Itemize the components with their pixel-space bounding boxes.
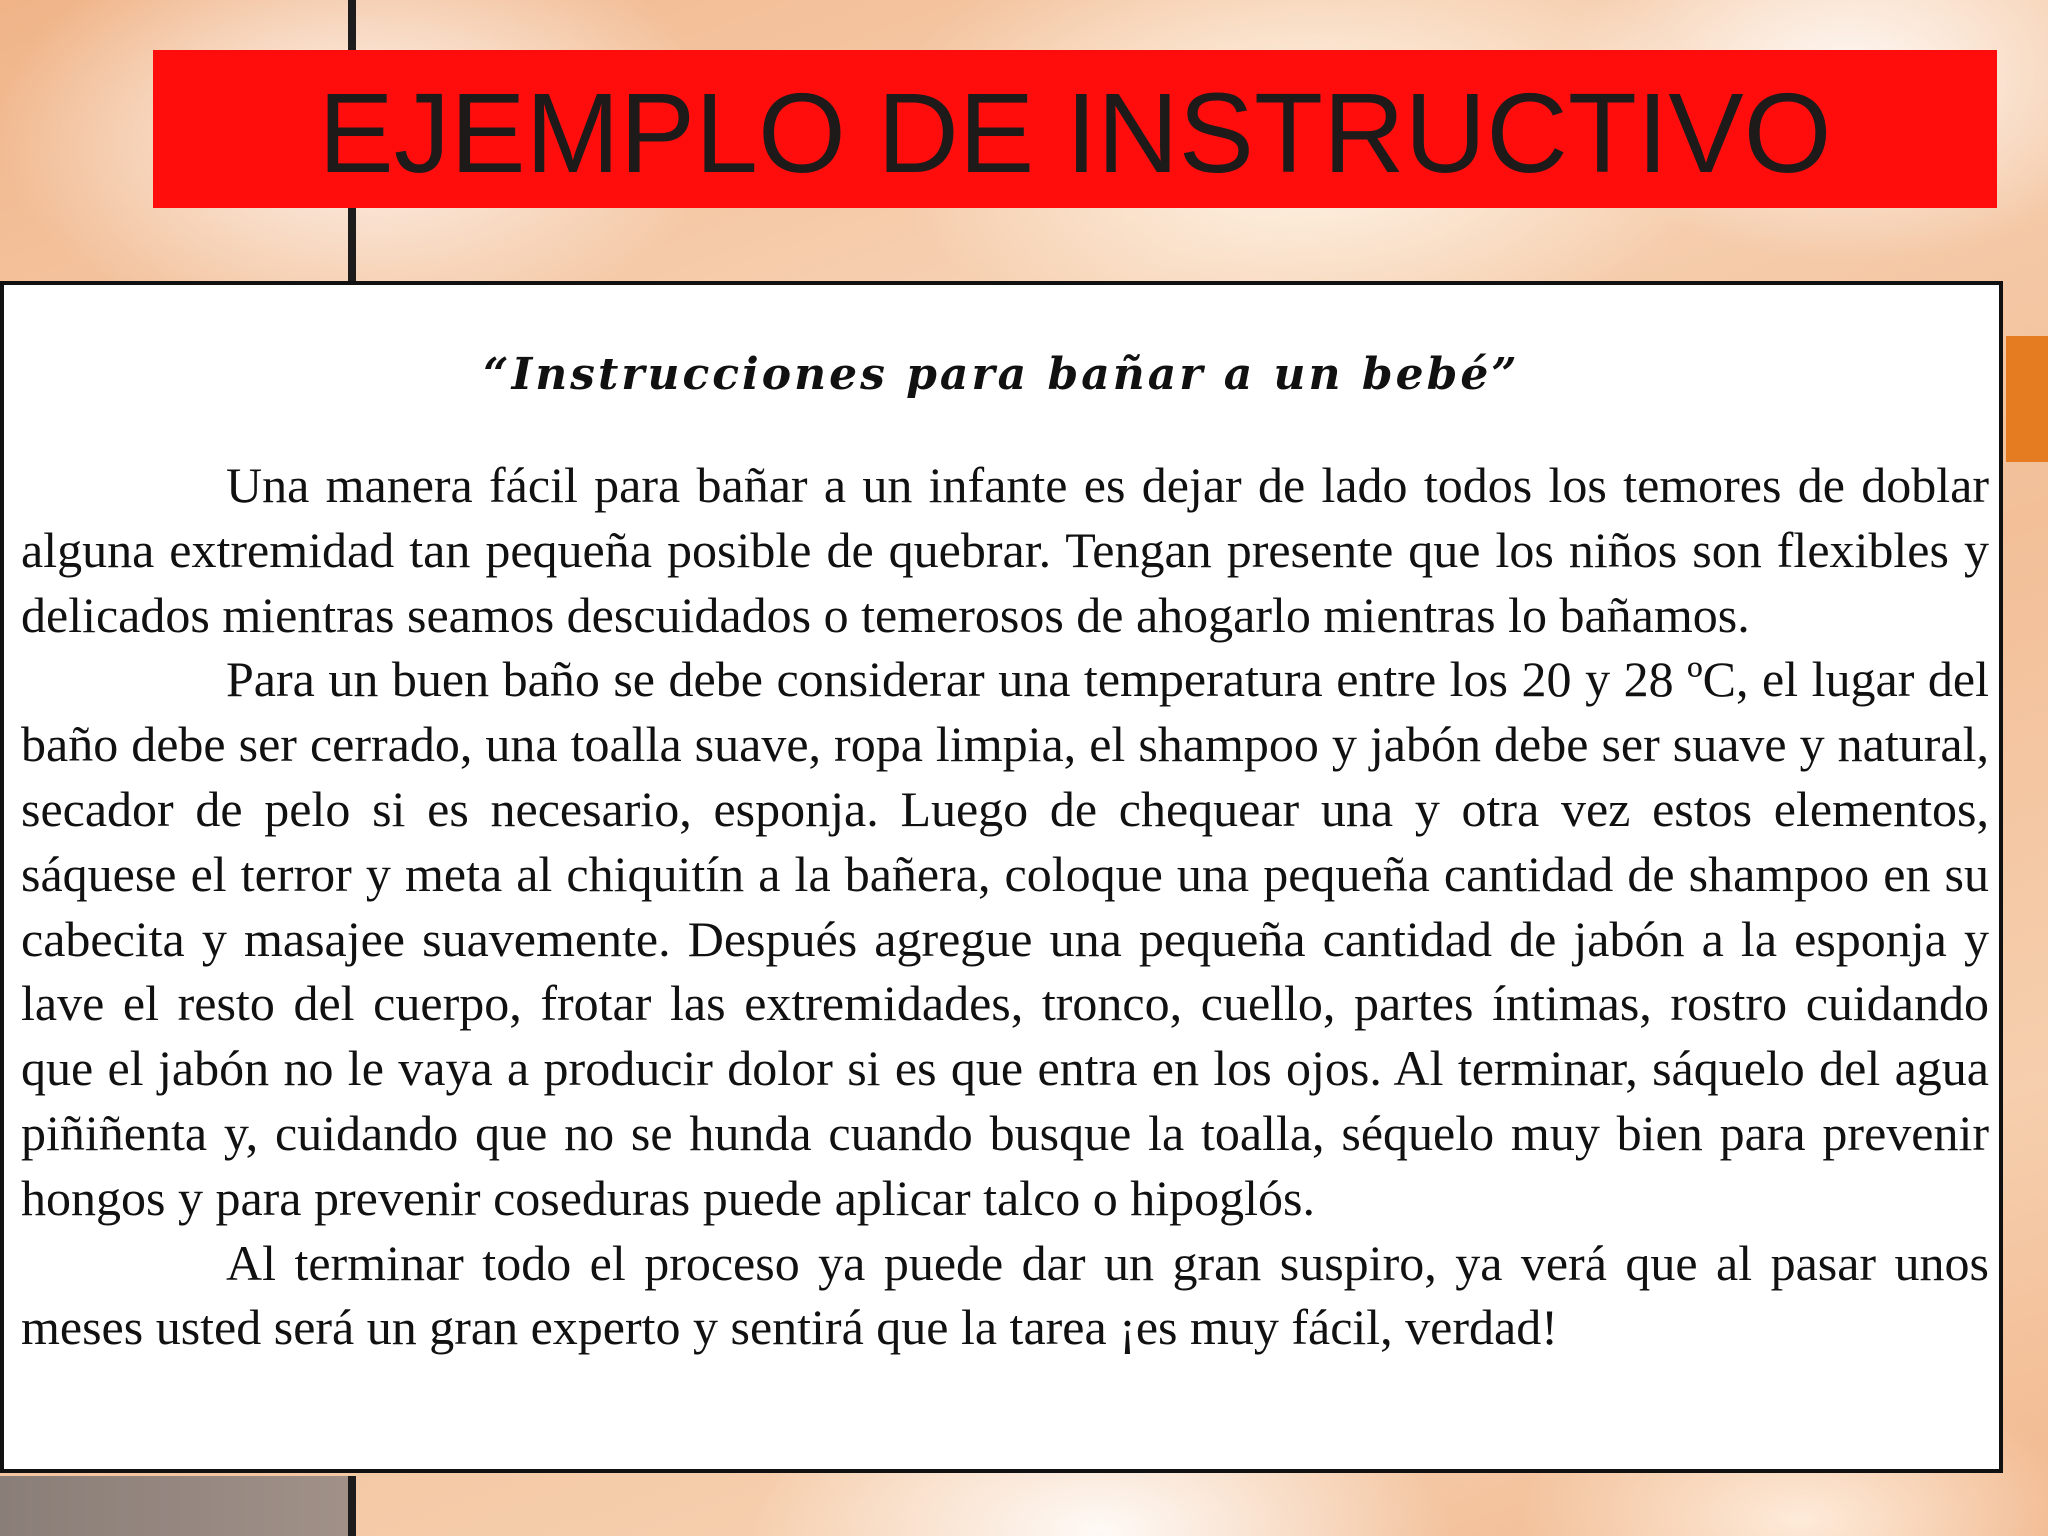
decorative-orange-tab (2006, 336, 2048, 462)
paragraph-intro: Una manera fácil para bañar a un infante es dejar de lado todos los temores de doblar alguna extremidad tan pequeña posible de quebrar. Tengan presente que los niños son flexibles y delicados mientras seamos descuidados o temerosos de ahogarlo mientras lo bañamos. (21, 457, 1989, 643)
paragraph-closing: Al terminar todo el proceso ya puede dar un gran suspiro, ya verá que al pasar unos meses usted será un gran experto y sentirá que la tarea ¡es muy fácil, verdad! (21, 1234, 1989, 1356)
decorative-vertical-line-bottom (348, 1476, 356, 1536)
paragraph-steps: Para un buen baño se debe considerar una temperatura entre los 20 y 28 ºC, el lugar del baño debe ser cerrado, una toalla suave, ropa limpia, el shampoo y jabón debe ser suave y natural, secador de pelo si es necesario, esponja. Luego de chequear una y otra vez estos elementos, sáquese el terror y meta al chiquitín a la bañera, coloque una pequeña cantidad de shampoo en su cabecita y masajee suavemente. Después agregue una pequeña cantidad de jabón a la esponja y lave el resto del cuerpo, frotar las extremidades, tronco, cuello, partes íntimas, rostro cuidando que el jabón no le vaya a producir dolor si es que entra en los ojos. Al terminar, sáquelo del agua piñiñenta y, cuidando que no se hunda cuando busque la toalla, séquelo muy bien para prevenir hongos y para prevenir coseduras puede aplicar talco o hipoglós. (21, 651, 1989, 1226)
title-banner (153, 50, 1997, 208)
document-heading: “Instrucciones para bañar a un bebé” (483, 349, 1520, 400)
decorative-corner-shade (0, 1476, 348, 1536)
document-body (21, 453, 1989, 1360)
slide-title: EJEMPLO DE INSTRUCTIVO (318, 69, 1832, 196)
instruction-document (0, 281, 2003, 1473)
